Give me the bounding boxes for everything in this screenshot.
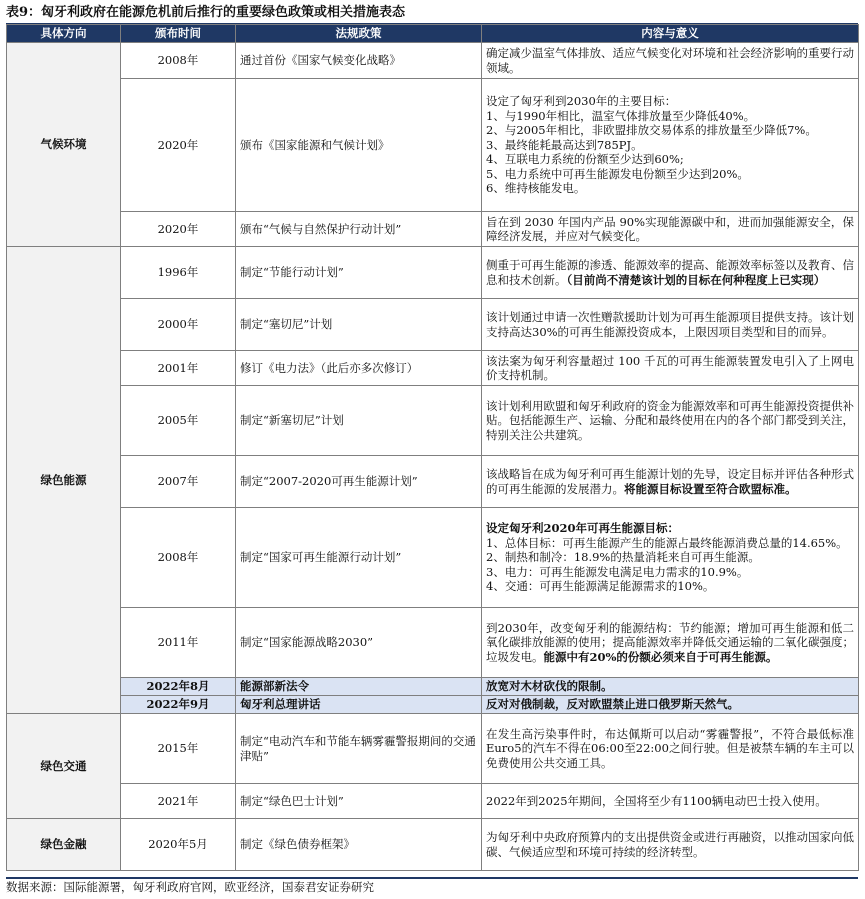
row-policy: 制定“绿色巴士计划” — [236, 784, 482, 819]
row-content: 设定了匈牙利到2030年的主要目标： 1、与1990年相比，温室气体排放量至少降低40%。 2、与2005年相比，非欧盟排放交易体系的排放量至少降低7%。 3、最终能耗最高达到785PJ。 4、互联电力系统的份额至少达到60%; 5、电力系统中可再生能源发电份额至少达到20%。 6、维持核能发电。 — [482, 79, 859, 212]
row-date: 2011年 — [121, 608, 236, 678]
table-row — [7, 714, 859, 784]
row-policy: 颁布《国家能源和气候计划》 — [236, 79, 482, 212]
table-row — [7, 247, 859, 299]
category-transport: 绿色交通 — [7, 714, 121, 819]
table-row-highlight — [7, 678, 859, 696]
header-policy: 法规政策 — [236, 25, 482, 43]
row-content: 该战略旨在成为匈牙利可再生能源计划的先导，设定目标并评估各种形式的可再生能源的发展潜力。将能源目标设置至符合欧盟标准。 — [482, 456, 859, 508]
row-date: 2008年 — [121, 508, 236, 608]
row-date: 2000年 — [121, 299, 236, 351]
row-date: 2007年 — [121, 456, 236, 508]
row-content: 为匈牙利中央政府预算内的支出提供资金或进行再融资，以推动国家向低碳、气候适应型和环境可持续的经济转型。 — [482, 819, 859, 871]
table-row — [7, 351, 859, 386]
header-row — [7, 25, 859, 43]
row-date: 2020年 — [121, 79, 236, 212]
row-content: 到2030年，改变匈牙利的能源结构：节约能源；增加可再生能源和低二氧化碳排放能源的使用；提高能源效率并降低交通运输的二氧化碳强度；垃圾发电。能源中有20%的份额必须来自于可再生能源。 — [482, 608, 859, 678]
row-date: 1996年 — [121, 247, 236, 299]
row-policy: 制定“新塞切尼”计划 — [236, 386, 482, 456]
row-content: 该计划通过申请一次性赠款援助计划为可再生能源项目提供支持。该计划支持高达30%的可再生能源投资成本，上限因项目类型和目的而异。 — [482, 299, 859, 351]
row-content: 反对对俄制裁，反对欧盟禁止进口俄罗斯天然气。 — [482, 696, 859, 714]
row-policy: 制定“2007-2020可再生能源计划” — [236, 456, 482, 508]
table-row — [7, 608, 859, 678]
row-policy: 制定“国家能源战略2030” — [236, 608, 482, 678]
row-policy: 制定“塞切尼”计划 — [236, 299, 482, 351]
row-policy: 颁布“气候与自然保护行动计划” — [236, 212, 482, 247]
table-row — [7, 79, 859, 212]
header-content: 内容与意义 — [482, 25, 859, 43]
row-policy: 制定“国家可再生能源行动计划” — [236, 508, 482, 608]
row-content: 在发生高污染事件时，布达佩斯可以启动“雾霾警报”，不符合最低标准Euro5的汽车不得在06:00至22:00之间行驶。但是被禁车辆的车主可以免费使用公共交通工具。 — [482, 714, 859, 784]
row-policy: 制定“电动汽车和节能车辆雾霾警报期间的交通津贴” — [236, 714, 482, 784]
table-row — [7, 386, 859, 456]
row-content: 放宽对木材砍伐的限制。 — [482, 678, 859, 696]
table-row — [7, 508, 859, 608]
header-date: 颁布时间 — [121, 25, 236, 43]
category-climate: 气候环境 — [7, 43, 121, 247]
row-policy: 匈牙利总理讲话 — [236, 696, 482, 714]
row-policy: 制定《绿色债券框架》 — [236, 819, 482, 871]
category-finance: 绿色金融 — [7, 819, 121, 871]
table-row — [7, 819, 859, 871]
source-note: 数据来源：国际能源署，匈牙利政府官网，欧亚经济，国泰君安证券研究 — [6, 880, 374, 894]
row-date: 2005年 — [121, 386, 236, 456]
row-date: 2021年 — [121, 784, 236, 819]
bottom-rule — [6, 877, 858, 879]
table-row — [7, 784, 859, 819]
table-title: 表9：匈牙利政府在能源危机前后推行的重要绿色政策或相关措施表态 — [6, 5, 406, 20]
row-content: 该计划利用欧盟和匈牙利政府的资金为能源效率和可再生能源投资提供补贴。包括能源生产、运输、分配和最终使用在内的各个部门都受到关注，特别关注公共建筑。 — [482, 386, 859, 456]
row-date: 2020年5月 — [121, 819, 236, 871]
row-date: 2015年 — [121, 714, 236, 784]
table-row — [7, 456, 859, 508]
category-energy: 绿色能源 — [7, 247, 121, 714]
row-content: 侧重于可再生能源的渗透、能源效率的提高、能源效率标签以及教育、信息和技术创新。（目前尚不清楚该计划的目标在何种程度上已实现） — [482, 247, 859, 299]
row-content: 旨在到 2030 年国内产品 90%实现能源碳中和，进而加强能源安全，保障经济发展，并应对气候变化。 — [482, 212, 859, 247]
table-row-highlight — [7, 696, 859, 714]
row-date: 2008年 — [121, 43, 236, 79]
row-content: 该法案为匈牙利容量超过 100 千瓦的可再生能源装置发电引入了上网电价支持机制。 — [482, 351, 859, 386]
row-policy: 通过首份《国家气候变化战略》 — [236, 43, 482, 79]
row-policy: 修订《电力法》（此后亦多次修订） — [236, 351, 482, 386]
row-content: 2022年到2025年期间，全国将至少有1100辆电动巴士投入使用。 — [482, 784, 859, 819]
row-content: 设定匈牙利2020年可再生能源目标： 1、总体目标：可再生能源产生的能源占最终能源消费总量的14.65%。 2、制热和制冷：18.9%的热量消耗来自可再生能源。 3、电力：可再生能源发电满足电力需求的10.9%。 4、交通：可再生能源满足能源需求的10%。 — [482, 508, 859, 608]
row-date: 2022年9月 — [121, 696, 236, 714]
row-policy: 制定“节能行动计划” — [236, 247, 482, 299]
row-date: 2020年 — [121, 212, 236, 247]
policy-table — [6, 24, 859, 871]
row-policy: 能源部新法令 — [236, 678, 482, 696]
table-row — [7, 43, 859, 79]
row-date: 2022年8月 — [121, 678, 236, 696]
header-direction: 具体方向 — [7, 25, 121, 43]
row-date: 2001年 — [121, 351, 236, 386]
row-content: 确定减少温室气体排放、适应气候变化对环境和社会经济影响的重要行动领域。 — [482, 43, 859, 79]
table-row — [7, 299, 859, 351]
table-row — [7, 212, 859, 247]
